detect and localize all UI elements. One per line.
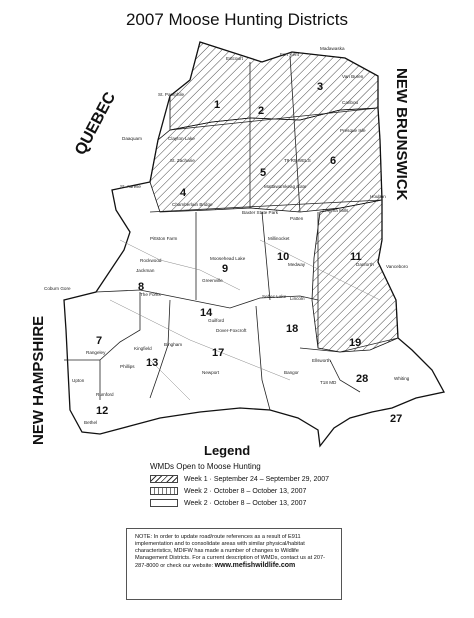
place-coburn-gore: Coburn Gore bbox=[44, 286, 71, 291]
district-3: 3 bbox=[317, 81, 324, 93]
place-rockwood: Rockwood bbox=[140, 258, 162, 263]
district-12: 12 bbox=[96, 405, 109, 417]
stripe-swatch-icon bbox=[150, 487, 178, 495]
place-clayton-lake: Clayton Lake bbox=[168, 136, 195, 141]
legend-row-week2b bbox=[150, 498, 306, 508]
place-smyrna-mills: Smyrna Mills bbox=[322, 208, 349, 213]
place-t18-md: T18 MD bbox=[320, 380, 337, 385]
legend-label: Week 1 · September 24 – September 29, 2007 bbox=[184, 475, 330, 483]
new-hampshire-label: NEW HAMPSHIRE bbox=[30, 315, 47, 445]
place-greenville: Greenville bbox=[202, 278, 223, 283]
legend-title: Legend bbox=[204, 443, 251, 458]
place-sebec: Sebec Lake bbox=[262, 294, 287, 299]
district-10: 10 bbox=[277, 251, 290, 263]
place-mattawamkeag: Mattawamkeag Gate bbox=[264, 184, 307, 189]
place-van-buren: Van Buren bbox=[342, 74, 364, 79]
place-rumford: Rumford bbox=[96, 392, 114, 397]
quebec-label: QUEBEC bbox=[72, 89, 120, 158]
district-19: 19 bbox=[349, 337, 362, 349]
place-rangeley: Rangeley bbox=[86, 350, 106, 355]
place-danforth: Danforth bbox=[356, 262, 374, 267]
place-the-forks: The Forks bbox=[140, 292, 161, 297]
district-11: 11 bbox=[350, 251, 362, 263]
place-st-pamphile: St. Pamphile bbox=[158, 92, 185, 97]
place-daaquam: Daaquam bbox=[122, 136, 142, 141]
district-18: 18 bbox=[286, 323, 299, 335]
blank-swatch-icon bbox=[150, 499, 178, 507]
place-madawaska: Madawaska bbox=[320, 46, 345, 51]
legend-row-week1 bbox=[150, 474, 329, 484]
place-vanceboro: Vanceboro bbox=[386, 264, 408, 269]
district-4: 4 bbox=[180, 187, 187, 199]
place-ellsworth: Ellsworth bbox=[312, 358, 331, 363]
note-box bbox=[126, 528, 342, 600]
place-medway: Medway bbox=[288, 262, 306, 267]
note-text: NOTE: In order to update road/route references as a result of E911 implementation and to consolidate areas with similar physical/habitat characteristics, MDIFW has made a number of changes to Wildlife Management Districts. For a current description of WMDs, contact us at 207-287-8000 or check our website: bbox=[135, 534, 325, 569]
place-chamberlain-bridge: Chamberlain Bridge bbox=[172, 202, 213, 207]
place-presque-isle: Presque Isle bbox=[340, 128, 366, 133]
district-6: 6 bbox=[330, 155, 337, 167]
place-phillips: Phillips bbox=[120, 364, 135, 369]
place-bingham: Bingham bbox=[164, 342, 183, 347]
hatch-swatch-icon bbox=[150, 475, 178, 483]
place-newport: Newport bbox=[202, 370, 220, 375]
place-baxter: Baxter State Park bbox=[242, 210, 279, 215]
district-5: 5 bbox=[260, 167, 267, 179]
district-27: 27 bbox=[390, 413, 403, 425]
place-t9-r5: T9 R5 WELS bbox=[284, 158, 311, 163]
place-upton: Upton bbox=[72, 378, 85, 383]
new-brunswick-label: NEW BRUNSWICK bbox=[393, 68, 410, 201]
district-1: 1 bbox=[214, 99, 221, 111]
district-7: 7 bbox=[96, 335, 103, 347]
place-lincoln: Lincoln bbox=[290, 296, 305, 301]
legend-subtitle: WMDs Open to Moose Hunting bbox=[150, 462, 261, 471]
place-st-zacharie: St. Zacharie bbox=[170, 158, 195, 163]
district-9: 9 bbox=[222, 263, 229, 275]
map-title: 2007 Moose Hunting Districts bbox=[125, 10, 349, 29]
district-2: 2 bbox=[258, 105, 265, 117]
place-kingfield: Kingfield bbox=[134, 346, 152, 351]
website-link[interactable]: www.mefishwildlife.com bbox=[214, 562, 296, 569]
place-moosehead-lake: Moosehead Lake bbox=[210, 256, 246, 261]
place-caribou: Caribou bbox=[342, 100, 359, 105]
district-8: 8 bbox=[138, 281, 145, 293]
place-bangor: Bangor bbox=[284, 370, 299, 375]
district-28: 28 bbox=[356, 373, 369, 385]
place-patten: Patten bbox=[290, 216, 304, 221]
place-st-aurelie: St. Aurelie bbox=[120, 184, 141, 189]
legend-row-week2a bbox=[150, 486, 306, 496]
district-17: 17 bbox=[212, 347, 225, 359]
district-14: 14 bbox=[200, 307, 213, 319]
place-dover-foxcroft: Dover-Foxcroft bbox=[216, 328, 247, 333]
place-bethel: Bethel bbox=[84, 420, 98, 425]
place-guilford: Guilford bbox=[208, 318, 225, 323]
place-jackman: Jackman bbox=[136, 268, 155, 273]
place-estcourt: Estcourt bbox=[226, 56, 243, 61]
district-13: 13 bbox=[146, 357, 159, 369]
place-whiting: Whiting bbox=[394, 376, 410, 381]
place-fort-kent: Fort Kent bbox=[280, 52, 299, 57]
place-houlton: Houlton bbox=[370, 194, 386, 199]
legend-label: Week 2 · October 8 – October 13, 2007 bbox=[184, 487, 307, 495]
legend-label: Week 2 · October 8 – October 13, 2007 bbox=[184, 499, 307, 507]
place-millinocket: Millinocket bbox=[268, 236, 290, 241]
place-pittston-farm: Pittston Farm bbox=[150, 236, 178, 241]
